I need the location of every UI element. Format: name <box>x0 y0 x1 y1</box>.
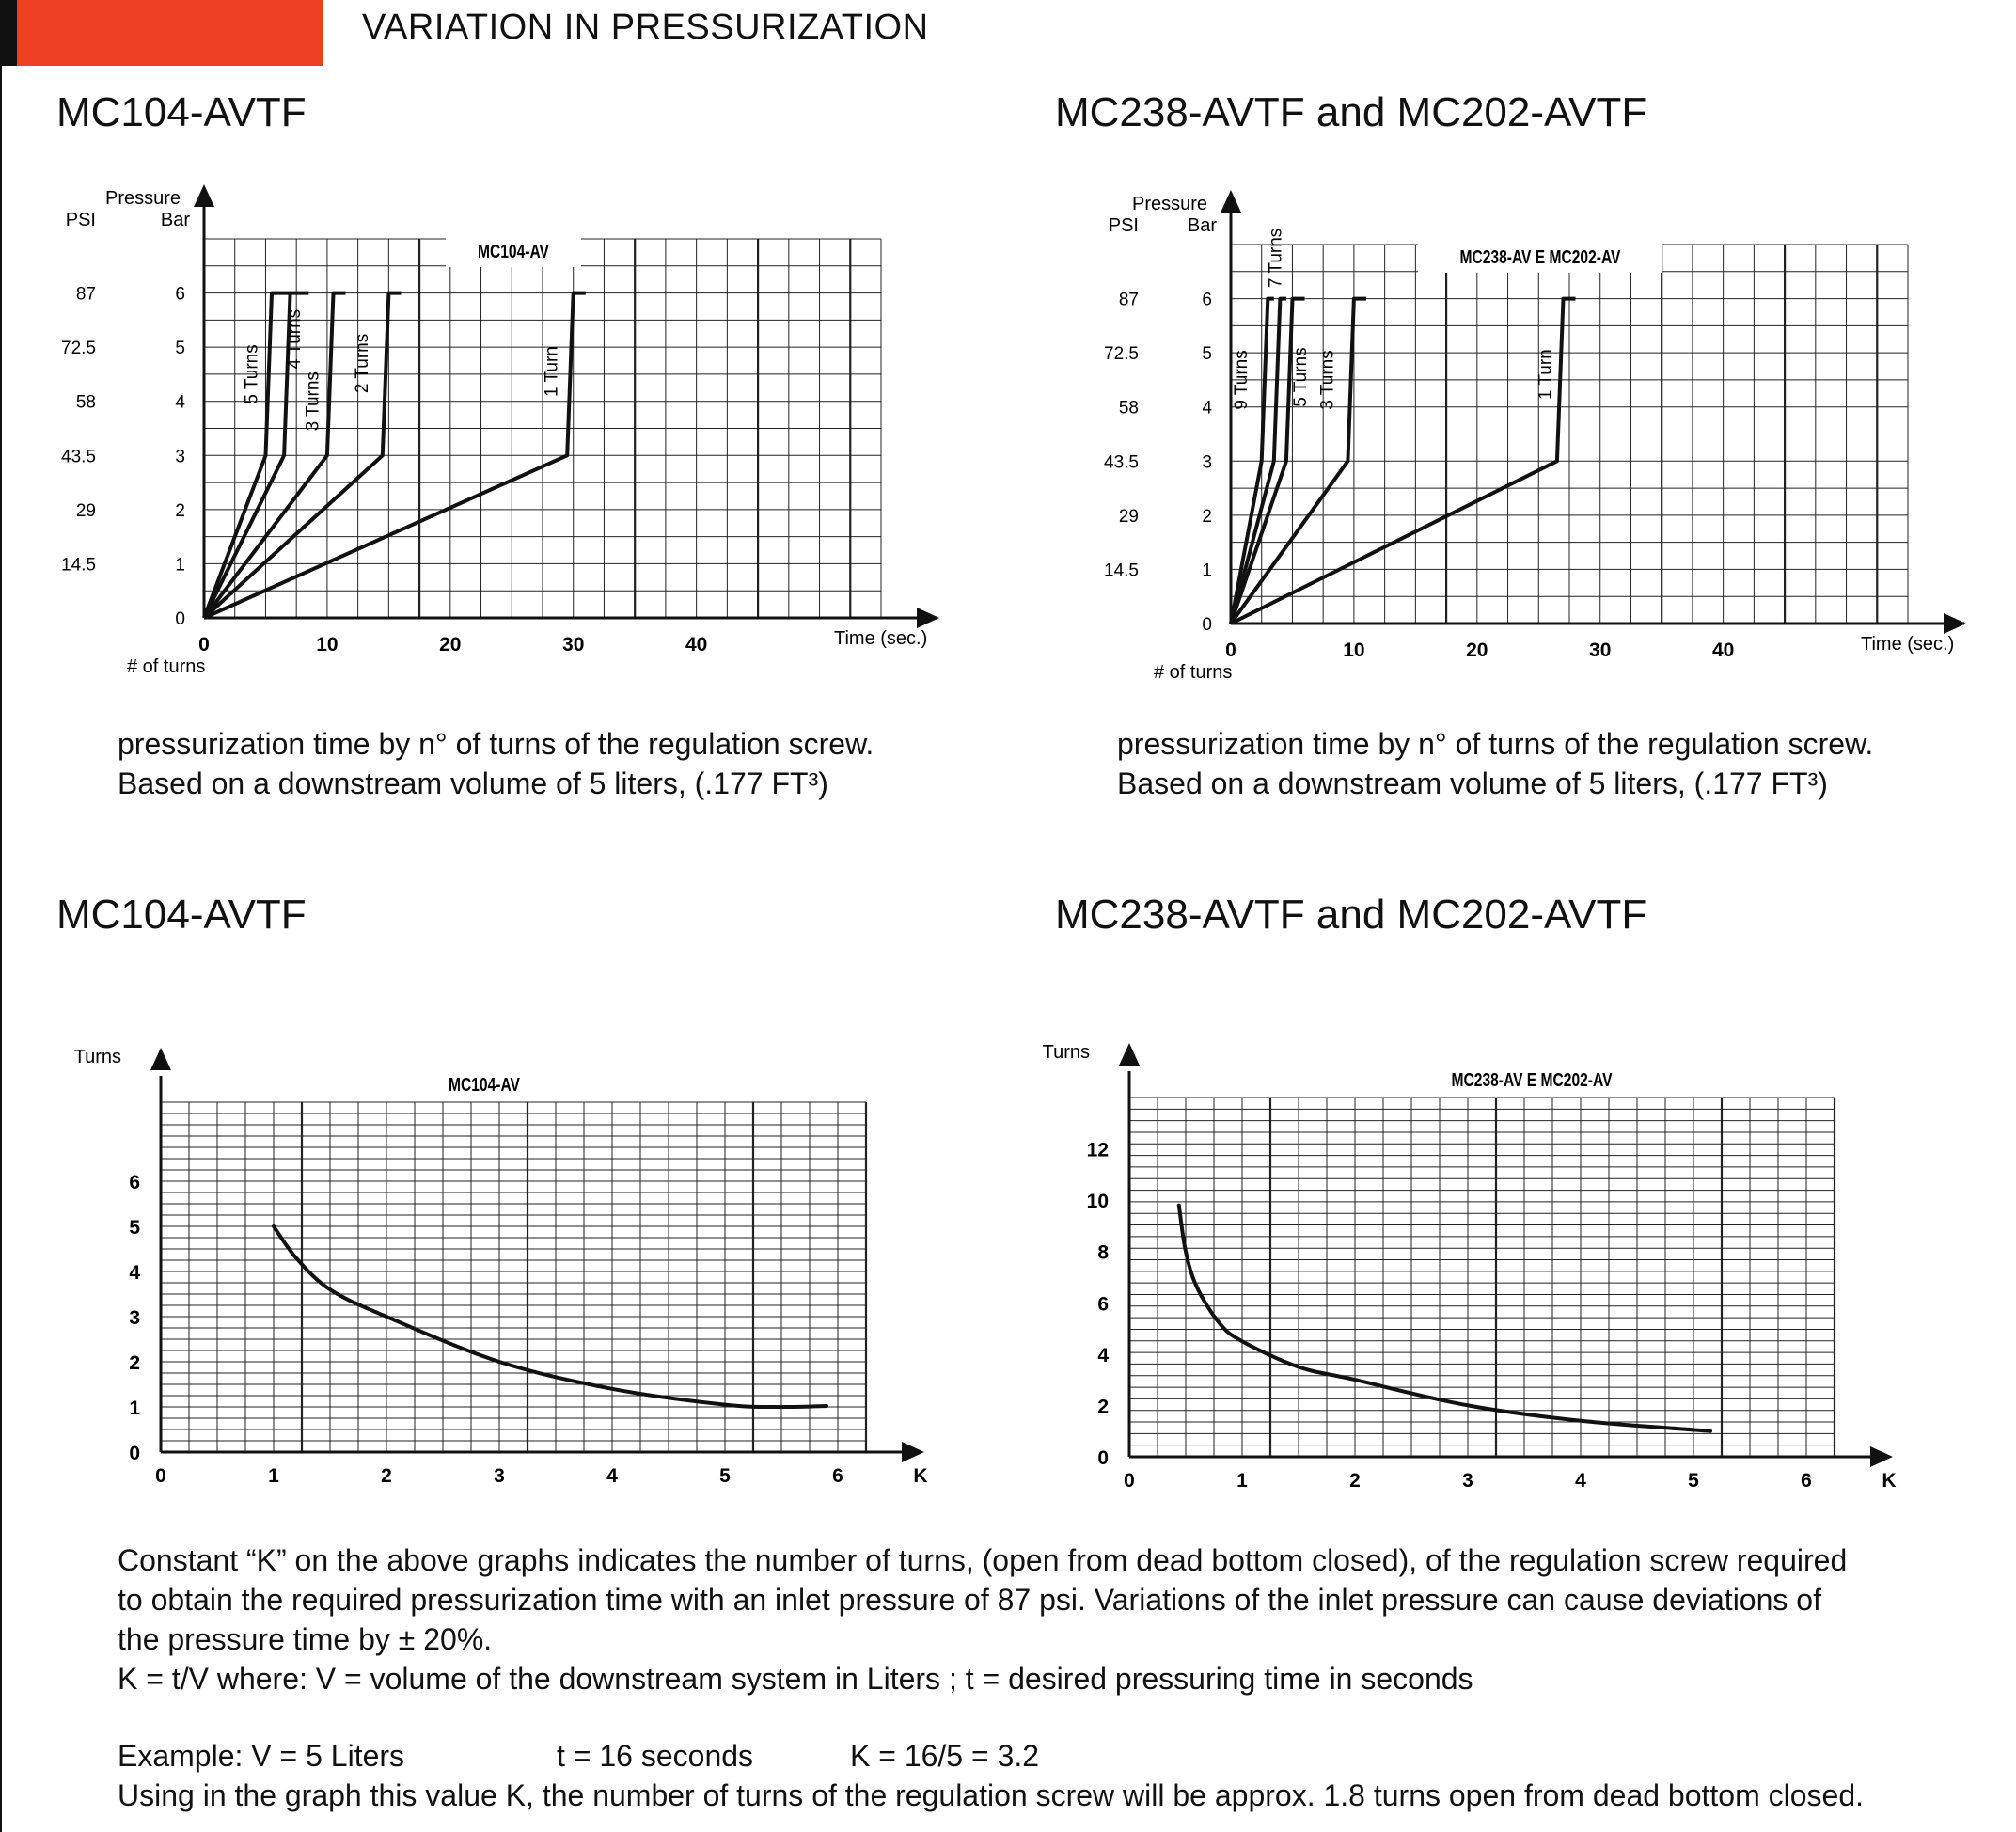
y-axis-unit-psi: PSI <box>65 210 96 230</box>
y-tick-label: 4 <box>129 1262 140 1284</box>
x-tick-label: 20 <box>1466 640 1488 661</box>
y-axis-arrow <box>150 1048 171 1070</box>
section-title-mc104-time: MC104-AVTF <box>56 89 307 135</box>
x-axis-arrow <box>1870 1446 1893 1467</box>
x-tick-label: 0 <box>155 1465 166 1487</box>
footer-line-2: to obtain the required pressurization time with an inlet pressure of 87 psi. Variations of the inlet pressure can cause deviations of <box>118 1583 1821 1617</box>
y-tick-label-psi: 43.5 <box>1104 452 1139 473</box>
section-title-mc238-time: MC238-AVTF and MC202-AVTF <box>1055 89 1647 135</box>
y-axis-label: Turns <box>73 1047 121 1067</box>
x-tick-label: 2 <box>1349 1470 1361 1492</box>
x-tick-label: 4 <box>1575 1470 1586 1492</box>
y-tick-label-psi: 87 <box>1118 290 1139 310</box>
footer-conclusion <box>118 1776 1989 1815</box>
y-tick-label: 6 <box>1097 1293 1109 1316</box>
footer-text <box>118 1540 1989 1698</box>
footer-line-3: the pressure time by ± 20%. <box>118 1622 493 1656</box>
series-label: 4 Turns <box>285 308 306 370</box>
example-time: t = 16 seconds <box>557 1739 754 1773</box>
chart-title: MC104-AV <box>478 241 549 262</box>
x-axis-label: Time (sec.) <box>834 628 928 649</box>
x-axis-label: K <box>913 1465 928 1487</box>
series-label: 3 Turns <box>1317 350 1338 410</box>
header-black-bar <box>0 0 17 66</box>
x-axis-label: Time (sec.) <box>1861 634 1955 655</box>
x-tick-label: 0 <box>1225 640 1236 661</box>
x-tick-label: 0 <box>1124 1470 1135 1492</box>
caption-line-1: pressurization time by n° of turns of the regulation screw. <box>118 727 874 761</box>
y-tick-label: 6 <box>129 1172 140 1193</box>
caption-mc104 <box>118 724 874 803</box>
y-tick-label: 1 <box>129 1398 140 1419</box>
x-tick-label: 5 <box>1688 1470 1699 1492</box>
y-tick-label-bar: 3 <box>175 447 185 467</box>
x-tick-label: 40 <box>1711 640 1735 661</box>
series-line <box>1179 1206 1710 1431</box>
y-tick-label: 2 <box>129 1352 140 1374</box>
y-tick-label-bar: 3 <box>1202 452 1212 473</box>
y-tick-label-bar: 5 <box>175 339 185 359</box>
series-label: 3 Turns <box>303 371 323 432</box>
x-tick-label: 2 <box>381 1465 392 1487</box>
series-label: 1 Turn <box>1536 349 1556 401</box>
y-tick-label-bar: 0 <box>1202 615 1212 635</box>
chart-title: MC238-AV E MC202-AV <box>1459 246 1621 268</box>
y-axis-unit-bar: Bar <box>1187 215 1217 236</box>
example-k: K = 16/5 = 3.2 <box>850 1739 1040 1773</box>
series-label: 9 Turns <box>1232 350 1252 410</box>
series-label: 2 Turns <box>353 333 373 394</box>
y-tick-label: 5 <box>129 1217 140 1239</box>
footer-line-4: K = t/V where: V = volume of the downstream system in Liters ; t = desired pressuring time in seconds <box>118 1662 1473 1696</box>
footer-line-1: Constant “K” on the above graphs indicates the number of turns, (open from dead bottom closed), of the regulation screw required <box>118 1543 1848 1577</box>
corner-label: # of turns <box>1154 662 1233 683</box>
corner-label: # of turns <box>127 656 206 677</box>
y-tick-label: 2 <box>1097 1396 1109 1418</box>
x-tick-label: 5 <box>719 1465 731 1487</box>
x-tick-label: 30 <box>1589 640 1612 661</box>
y-tick-label-bar: 4 <box>1202 398 1212 419</box>
y-tick-label-psi: 14.5 <box>1104 561 1139 581</box>
y-tick-label-bar: 1 <box>175 555 185 576</box>
caption-mc238 <box>1117 724 1873 803</box>
y-tick-label-psi: 72.5 <box>1104 344 1139 365</box>
series-label: 1 Turn <box>542 346 562 397</box>
y-tick-label-bar: 2 <box>175 500 185 521</box>
x-tick-label: 20 <box>439 634 462 655</box>
page-title: VARIATION IN PRESSURIZATION <box>362 8 929 47</box>
x-tick-label: 10 <box>316 634 339 655</box>
y-tick-label: 4 <box>1097 1344 1109 1366</box>
y-tick-label-bar: 4 <box>175 392 185 413</box>
x-tick-label: 1 <box>1236 1470 1248 1492</box>
y-tick-label: 8 <box>1097 1241 1109 1264</box>
x-axis-arrow <box>1944 613 1966 634</box>
y-tick-label-bar: 6 <box>1202 290 1212 310</box>
x-tick-label: 3 <box>1462 1470 1473 1492</box>
x-tick-label: 10 <box>1343 640 1365 661</box>
y-tick-label-bar: 0 <box>175 609 185 629</box>
y-axis-label: Pressure <box>105 188 181 209</box>
y-axis-label: Pressure <box>1132 194 1208 214</box>
y-tick-label-psi: 58 <box>1118 398 1139 419</box>
x-tick-label: 6 <box>832 1465 843 1487</box>
y-axis-arrow <box>1221 190 1241 213</box>
x-tick-label: 0 <box>198 634 210 655</box>
section-title-mc238-k: MC238-AVTF and MC202-AVTF <box>1055 892 1647 938</box>
y-tick-label-bar: 1 <box>1202 561 1212 581</box>
y-tick-label-psi: 58 <box>75 392 96 413</box>
footer-line-6: Using in the graph this value K, the number of turns of the regulation screw will be approx. 1.8 turns open from dead bottom closed. <box>118 1778 1865 1812</box>
y-tick-label: 12 <box>1086 1139 1109 1161</box>
caption-line-2: Based on a downstream volume of 5 liters, (.177 FT³) <box>1117 766 1828 800</box>
y-tick-label-psi: 72.5 <box>61 339 96 359</box>
y-axis-unit-bar: Bar <box>160 210 190 230</box>
chart-mc238-pressure-time <box>1008 169 2016 696</box>
y-axis-unit-psi: PSI <box>1108 215 1139 236</box>
y-tick-label-psi: 29 <box>75 500 96 521</box>
chart-mc238-turns-k <box>1008 978 2016 1505</box>
x-tick-label: 6 <box>1801 1470 1812 1492</box>
y-axis-label: Turns <box>1042 1042 1090 1063</box>
y-tick-label: 3 <box>129 1307 140 1329</box>
y-tick-label-bar: 5 <box>1202 344 1212 365</box>
caption-line-2: Based on a downstream volume of 5 liters, (.177 FT³) <box>118 766 828 800</box>
chart-title: MC238-AV E MC202-AV <box>1451 1069 1613 1091</box>
series-label: 5 Turns <box>242 344 262 404</box>
chart-mc104-turns-k <box>0 978 1008 1505</box>
header-accent-bar <box>17 0 323 66</box>
section-title-mc104-k: MC104-AVTF <box>56 892 307 938</box>
series-label: 5 Turns <box>1290 347 1311 407</box>
x-axis-label: K <box>1882 1470 1897 1492</box>
y-tick-label-bar: 6 <box>175 284 185 305</box>
caption-line-1: pressurization time by n° of turns of the regulation screw. <box>1117 727 1874 761</box>
x-tick-label: 40 <box>685 634 708 655</box>
y-tick-label-psi: 43.5 <box>61 447 96 467</box>
y-tick-label-psi: 14.5 <box>61 555 96 576</box>
y-tick-label: 0 <box>129 1443 140 1464</box>
y-tick-label: 0 <box>1097 1447 1109 1469</box>
y-tick-label-bar: 2 <box>1202 506 1212 527</box>
series-label: 7 Turns <box>1266 228 1286 289</box>
x-tick-label: 30 <box>562 634 585 655</box>
x-tick-label: 4 <box>606 1465 618 1487</box>
x-tick-label: 1 <box>268 1465 279 1487</box>
example-volume: Example: V = 5 Liters <box>118 1739 405 1773</box>
y-tick-label-psi: 29 <box>1118 506 1139 527</box>
chart-mc104-pressure-time <box>0 169 1008 696</box>
x-axis-arrow <box>902 1442 924 1462</box>
y-tick-label: 10 <box>1086 1191 1109 1213</box>
chart-title: MC104-AV <box>449 1074 520 1096</box>
y-tick-label-psi: 87 <box>75 284 96 305</box>
x-axis-arrow <box>917 608 939 628</box>
x-tick-label: 3 <box>494 1465 505 1487</box>
y-axis-arrow <box>1119 1043 1140 1066</box>
y-axis-arrow <box>194 184 214 207</box>
